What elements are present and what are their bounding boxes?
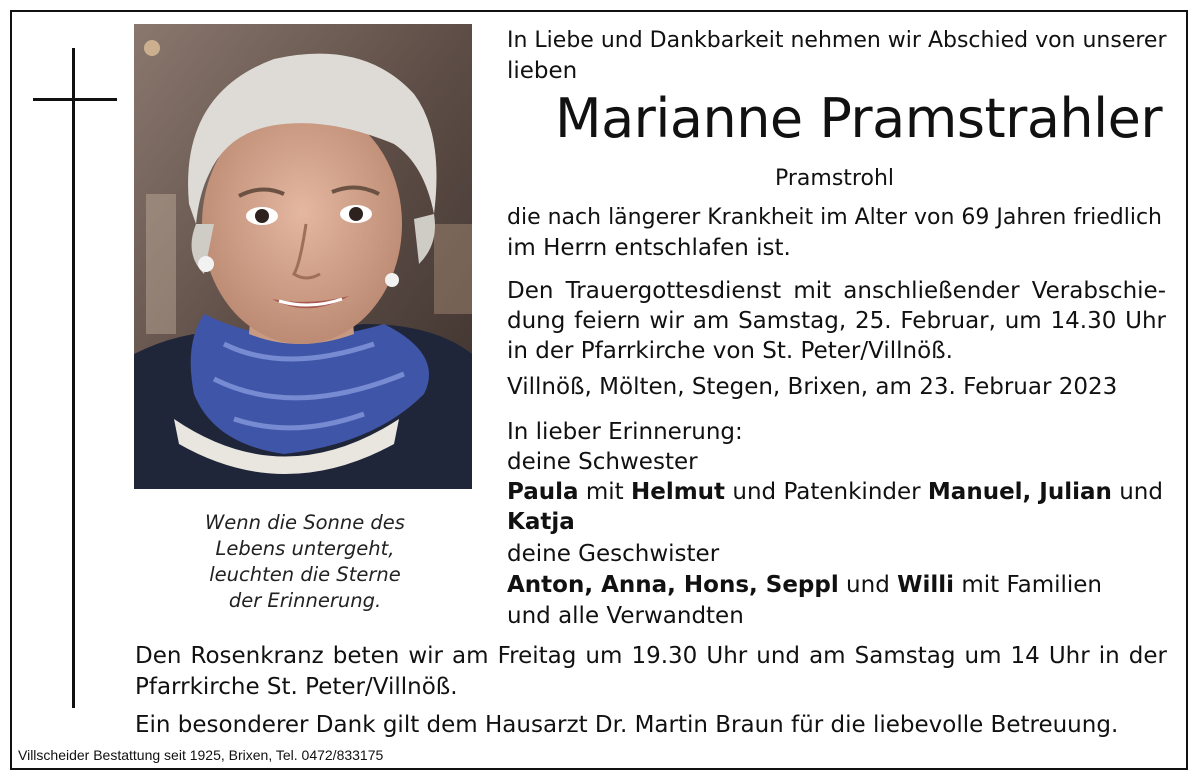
death-notice-line: die nach längerer Krankheit im Alter von 69 Jahren friedlich xyxy=(507,205,1162,230)
connector-text: und Patenkinder xyxy=(725,479,928,505)
deceased-nickname: Pramstrohl xyxy=(775,166,895,191)
mourners-line xyxy=(507,507,575,537)
deceased-name: Marianne Pramstrahler xyxy=(555,87,1163,150)
mourner-name: Helmut xyxy=(630,479,726,505)
connector-text: und xyxy=(838,572,898,598)
portrait-photo xyxy=(134,24,472,489)
mourners-closing: und alle Verwandten xyxy=(507,603,744,629)
cross-icon-bar xyxy=(33,98,117,101)
quote-line: Wenn die Sonne des xyxy=(205,511,405,534)
rosary-line: Pfarrkirche St. Peter/Villnöß. xyxy=(135,674,458,700)
mourners-line xyxy=(507,570,1102,600)
death-notice-line: im Herrn entschlafen ist. xyxy=(507,235,791,261)
memorial-quote xyxy=(140,510,470,614)
mourner-name: Paula xyxy=(507,479,579,505)
cross-icon xyxy=(72,48,75,708)
mourner-name: Willi xyxy=(897,572,955,598)
service-line: in der Pfarrkirche von St. Peter/Villnöß. xyxy=(507,338,953,364)
rosary-line: Den Rosenkranz beten wir am Freitag um 19.30 Uhr und am Samstag um 14 Uhr in der xyxy=(135,643,1167,669)
mourners-group-label: deine Schwester xyxy=(507,449,698,475)
mourner-name: Manuel, Julian xyxy=(927,479,1112,505)
intro-line: lieben xyxy=(507,58,578,84)
thanks-text: Ein besonderer Dank gilt dem Hausarzt Dr. Martin Braun für die liebevolle Betreuung. xyxy=(135,712,1119,738)
mourners-group-label: deine Geschwister xyxy=(507,541,720,567)
intro-line: In Liebe und Dankbarkeit nehmen wir Abschied von unserer xyxy=(507,28,1167,53)
mourner-name: Katja xyxy=(507,509,575,535)
quote-line: der Erinnerung. xyxy=(228,589,382,612)
connector-text: mit xyxy=(578,479,631,505)
service-line: dung feiern wir am Samstag, 25. Februar, um 14.30 Uhr xyxy=(507,308,1166,334)
mourner-name: Anton, Anna, Hons, Seppl xyxy=(507,572,839,598)
place-date: Villnöß, Mölten, Stegen, Brixen, am 23. Februar 2023 xyxy=(507,374,1118,400)
service-line: Den Trauergottesdienst mit anschließender Verabschie- xyxy=(507,278,1166,304)
mourners-line xyxy=(507,477,1163,507)
connector-text: mit Familien xyxy=(954,572,1102,598)
quote-line: Lebens untergeht, xyxy=(215,537,395,560)
funeral-home-footer: Villscheider Bestattung seit 1925, Brixen, Tel. 0472/833175 xyxy=(18,747,384,763)
quote-line: leuchten die Sterne xyxy=(209,563,401,586)
mourners-heading: In lieber Erinnerung: xyxy=(507,419,743,445)
connector-text: und xyxy=(1111,479,1163,505)
